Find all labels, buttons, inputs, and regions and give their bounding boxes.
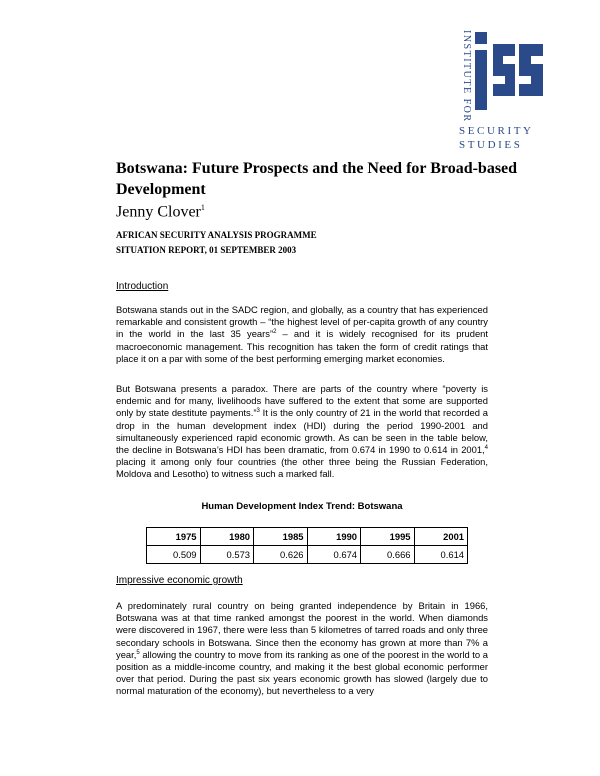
hdi-table: [146, 527, 468, 564]
logo-vertical-text: INSTITUTE FOR: [461, 30, 472, 123]
logo-studies-text: STUDIES: [459, 139, 523, 151]
intro-heading: Introduction: [116, 281, 169, 292]
year-header: 1995: [361, 528, 415, 546]
hdi-value: 0.614: [414, 546, 468, 564]
table-caption: Human Development Index Trend: Botswana: [201, 501, 403, 512]
author: [116, 198, 205, 222]
author-name: Jenny Clover: [116, 203, 201, 221]
hdi-value: 0.666: [361, 546, 415, 564]
growth-heading: Impressive economic growth: [116, 575, 243, 586]
year-header: 1980: [200, 528, 254, 546]
table-header-row: [147, 528, 468, 546]
author-footnote: 1: [200, 203, 205, 212]
intro-paragraph-2: But Botswana presents a paradox. There are parts of the country where “poverty is endemic and for many, livelihoods have suffered to the extent that some are supported only by state destitute payments.”$^3$ It is the only country of 21 in the world that recorded a drop in the human development index (HDI) during the period 1990-2001 and simultaneously experienced rapid economic growth. As can be seen in the table below, the decline in Botswana’s HDI has been dramatic, from 0.674 in 1990 to 0.614 in 2001,$^4$ placing it among only four countries (the other three being the Russian Federation, Moldova and Lesotho) to witness such a marked fall.: [116, 383, 488, 480]
iss-logo: [455, 30, 555, 150]
programme-name: AFRICAN SECURITY ANALYSIS PROGRAMME: [116, 230, 317, 240]
year-header: 2001: [414, 528, 468, 546]
year-header: 1975: [147, 528, 201, 546]
logo-security-text: SECURITY: [459, 125, 534, 137]
document-title: Botswana: Future Prospects and the Need for Broad-based Development: [116, 160, 518, 198]
hdi-value: 0.674: [307, 546, 361, 564]
table-row: [147, 546, 468, 564]
iss-logo-mark: [473, 30, 545, 114]
hdi-value: 0.626: [254, 546, 308, 564]
intro-paragraph-1: Botswana stands out in the SADC region, and globally, as a country that has experienced remarkable and consistent growth – “the highest level of per-capita growth of any country in the world in the last 35 years”$^2$ – and it is widely recognised for its prudent macroeconomic management. This recognition has taken the form of credit ratings that place it on a par with some of the best performing emerging market economies.: [116, 304, 488, 364]
year-header: 1990: [307, 528, 361, 546]
programme-block: [116, 228, 317, 258]
hdi-value: 0.509: [147, 546, 201, 564]
year-header: 1985: [254, 528, 308, 546]
hdi-value: 0.573: [200, 546, 254, 564]
growth-paragraph: A predominately rural country on being granted independence by Britain in 1966, Botswana was at that time ranked amongst the poorest in the world. When diamonds were discovered in 1967, there were less than 5 kilometres of tarred roads and only three secondary schools in Botswana. Since then the economy has grown at more than 7% a year,$^5$ allowing the country to move from its ranking as one of the poorest in the world to a position as a middle-income country, and making it the best global economic performer over that period. During the past six years economic growth has slowed (largely due to normal maturation of the economy), but nevertheless to a very: [116, 600, 488, 697]
report-date: SITUATION REPORT, 01 SEPTEMBER 2003: [116, 245, 297, 255]
